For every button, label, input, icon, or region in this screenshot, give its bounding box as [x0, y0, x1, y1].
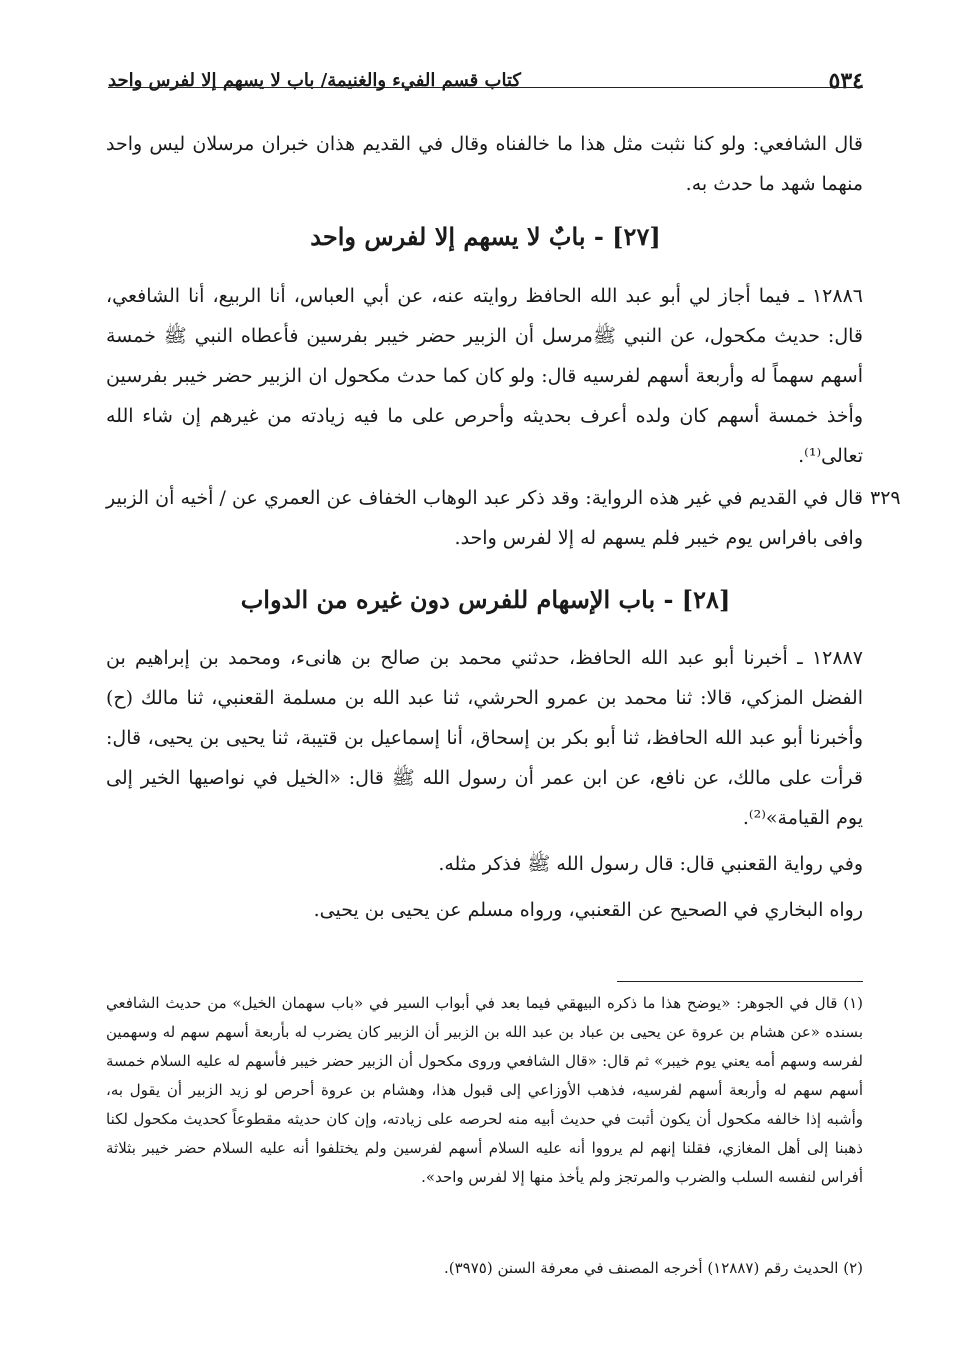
hadith-12886-paragraph: ١٢٨٨٦ ـ فيما أجاز لي أبو عبد الله الحافظ روايته عنه، عن أبي العباس، أنا الربيع، أنا الشافعي، قال: حديث مكحول، عن النبي ﷺمرسل أن الزبير حضر خيبر بفرسين فأعطاه النبي ﷺ خمسة أسهم سهماً له وأربعة أسهم لفرسيه قال: ولو كان كما حدث مكحول ان الزبير حضر خيبر بفرسين وأخذ خمسة أسهم كان ولده أعرف بحديثه وأحرص على ما فيه زيادته من غيرهم إن شاء الله تعالى⁽¹⁾. [106, 285, 863, 467]
intro-paragraph: قال الشافعي: ولو كنا نثبت مثل هذا ما خالفناه وقال في القديم هذان خبران مرسلان ليس واحد منهما شهد ما حدث به. [106, 133, 863, 195]
bukhari-paragraph: رواه البخاري في الصحيح عن القعنبي، ورواه مسلم عن يحيى بن يحيى. [313, 899, 863, 921]
margin-page-reference: ٣٢٩ [870, 487, 901, 509]
footnote-2: (٢) الحديث رقم (١٢٨٨٧) أخرجه المصنف في معرفة السنن (٣٩٧٥). [444, 1259, 863, 1277]
header-rule [108, 87, 863, 88]
hadith-12887-paragraph: ١٢٨٨٧ ـ أخبرنا أبو عبد الله الحافظ، حدثني محمد بن صالح بن هانىء، ومحمد بن إبراهيم بن الفضل المزكي، قالا: ثنا محمد بن عمرو الحرشي، ثنا عبد الله بن مسلمة القعنبي، ثنا مالك (ح) وأخبرنا أبو عبد الله الحافظ، ثنا أبو بكر بن إسحاق، أنا إسماعيل بن قتيبة، ثنا يحيى بن يحيى، قال: قرأت على مالك، عن نافع، عن ابن عمر أن رسول الله ﷺ قال: «الخيل في نواصيها الخير إلى يوم القيامة»⁽²⁾. [106, 647, 863, 829]
qadim-paragraph: قال في القديم في غير هذه الرواية: وقد ذكر عبد الوهاب الخفاف عن العمري عن / أخيه أن الزبير وافى بافراس يوم خيبر فلم يسهم له إلا لفرس واحد. [106, 487, 863, 549]
section-27-heading: [٢٧] - بابٌ لا يسهم إلا لفرس واحد [310, 222, 661, 251]
running-title: كتاب قسم الفيء والغنيمة/ باب لا يسهم إلا لفرس واحد [108, 70, 521, 91]
page-number: ٥٣٤ [828, 68, 864, 94]
page-header [108, 68, 864, 96]
qanabi-paragraph: وفي رواية القعنبي قال: قال رسول الله ﷺ فذكر مثله. [438, 853, 863, 875]
section-28-heading: [٢٨] - باب الإسهام للفرس دون غيره من الدواب [240, 585, 731, 614]
footnote-1: (١) قال في الجوهر: «يوضح هذا ما ذكره البيهقي فيما بعد في أبواب السير في «باب سهمان الخيل» من حديث الشافعي بسنده «عن هشام بن عروة عن يحيى بن عباد بن عبد الله بن الزبير أن الزبير كان يضرب له بأربعة أسهم سهم له وسهمين لفرسه وسهم أمه يعني يوم خيبر» ثم قال: «قال الشافعي وروى مكحول أن الزبير حضر خيبر فأسهم له عليه السلام خمسة أسهم سهم له وأربعة أسهم لفرسيه، فذهب الأوزاعي إلى قبول هذا، وهشام بن عروة أحرص لو زيد الزبير أن يقول به، وأشبه إذا خالفه مكحول أن يكون أثبت في حديث أبيه منه لحرصه على زيادته، وإن كان حديثه مقطوعاً كحديث مكحول لكنا ذهبنا إلى أهل المغازي، فقلنا إنهم لم يرووا أنه عليه السلام أسهم لفرسين ولم يختلفوا أنه عليه السلام حضر خيبر بثلاثة أفراس لنفسه السلب والضرب والمرتجز ولم يأخذ منها إلا لفرس واحد». [106, 994, 863, 1186]
footnote-rule [617, 981, 863, 982]
